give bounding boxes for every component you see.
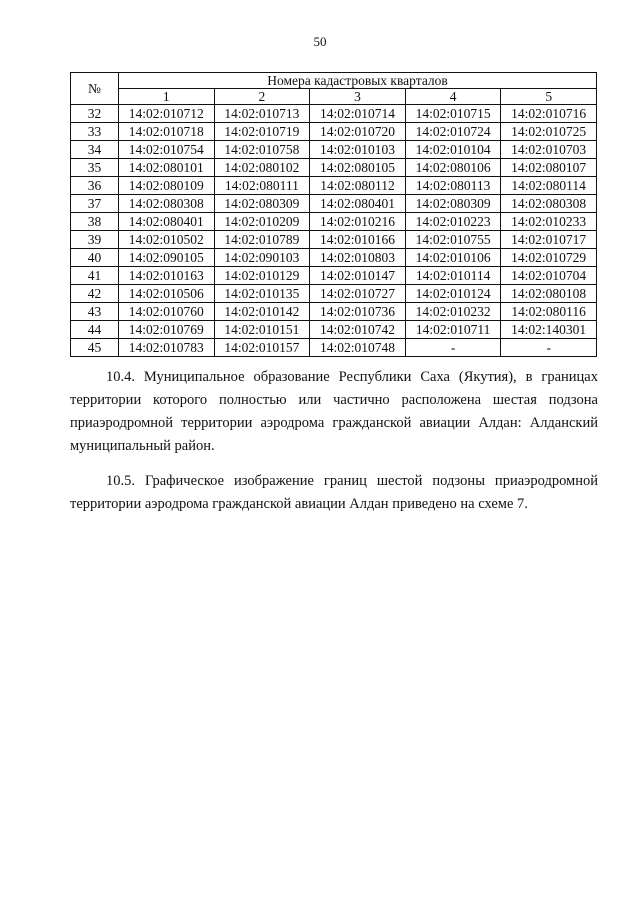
- cadastral-number-cell: 14:02:010725: [501, 123, 597, 141]
- cadastral-number-cell: 14:02:010760: [119, 303, 215, 321]
- row-number: 41: [71, 267, 119, 285]
- cadastral-number-cell: 14:02:010717: [501, 231, 597, 249]
- cadastral-number-cell: 14:02:080111: [214, 177, 310, 195]
- cadastral-number-cell: 14:02:010506: [119, 285, 215, 303]
- cadastral-number-cell: 14:02:080102: [214, 159, 310, 177]
- cadastral-number-cell: 14:02:080101: [119, 159, 215, 177]
- cadastral-number-cell: 14:02:010720: [310, 123, 406, 141]
- cadastral-number-cell: 14:02:080112: [310, 177, 406, 195]
- cadastral-number-cell: 14:02:010704: [501, 267, 597, 285]
- cadastral-number-cell: 14:02:010166: [310, 231, 406, 249]
- cadastral-number-cell: 14:02:080108: [501, 285, 597, 303]
- column-header-1: 1: [119, 89, 215, 105]
- table-row: [71, 105, 597, 123]
- cadastral-number-cell: 14:02:010742: [310, 321, 406, 339]
- cadastral-number-cell: 14:02:010114: [405, 267, 501, 285]
- cadastral-number-cell: 14:02:010209: [214, 213, 310, 231]
- row-number: 34: [71, 141, 119, 159]
- table-header-row: [71, 73, 597, 89]
- cadastral-number-cell: 14:02:080107: [501, 159, 597, 177]
- table-row: [71, 249, 597, 267]
- cadastral-number-cell: 14:02:080114: [501, 177, 597, 195]
- cadastral-number-cell: 14:02:140301: [501, 321, 597, 339]
- row-number: 40: [71, 249, 119, 267]
- table-row: [71, 321, 597, 339]
- cadastral-number-cell: 14:02:010232: [405, 303, 501, 321]
- row-number: 38: [71, 213, 119, 231]
- cadastral-number-cell: 14:02:010142: [214, 303, 310, 321]
- cadastral-number-cell: 14:02:010803: [310, 249, 406, 267]
- cadastral-number-cell: 14:02:080109: [119, 177, 215, 195]
- column-header-2: 2: [214, 89, 310, 105]
- cadastral-number-cell: 14:02:010716: [501, 105, 597, 123]
- cadastral-number-cell: 14:02:080401: [310, 195, 406, 213]
- cadastral-number-cell: 14:02:010151: [214, 321, 310, 339]
- table-body: [71, 105, 597, 357]
- column-header-5: 5: [501, 89, 597, 105]
- cadastral-number-cell: 14:02:010106: [405, 249, 501, 267]
- cadastral-number-cell: 14:02:010502: [119, 231, 215, 249]
- cadastral-number-cell: 14:02:080309: [214, 195, 310, 213]
- cadastral-table: [70, 72, 597, 357]
- cadastral-number-cell: 14:02:010755: [405, 231, 501, 249]
- row-number: 36: [71, 177, 119, 195]
- cadastral-number-cell: 14:02:010719: [214, 123, 310, 141]
- cadastral-number-cell: 14:02:010223: [405, 213, 501, 231]
- cadastral-number-cell: 14:02:010104: [405, 141, 501, 159]
- cadastral-number-cell: 14:02:010163: [119, 267, 215, 285]
- cadastral-number-cell: 14:02:010758: [214, 141, 310, 159]
- cadastral-number-cell: 14:02:010718: [119, 123, 215, 141]
- cadastral-number-cell: 14:02:010216: [310, 213, 406, 231]
- column-header-3: 3: [310, 89, 406, 105]
- cadastral-number-cell: 14:02:080401: [119, 213, 215, 231]
- table-row: [71, 285, 597, 303]
- row-number: 39: [71, 231, 119, 249]
- cadastral-number-cell: 14:02:010729: [501, 249, 597, 267]
- cadastral-number-cell: 14:02:090103: [214, 249, 310, 267]
- column-header-4: 4: [405, 89, 501, 105]
- row-number: 44: [71, 321, 119, 339]
- row-number: 43: [71, 303, 119, 321]
- cadastral-number-cell: 14:02:080116: [501, 303, 597, 321]
- cadastral-number-cell: 14:02:010129: [214, 267, 310, 285]
- paragraph-10-4: 10.4. Муниципальное образование Республики Саха (Якутия), в границах территории которого полностью или частично расположена шестая подзона приаэродромной территории аэродрома гражданской авиации Алдан: Алданский муниципальный район.: [70, 369, 598, 454]
- table-row: [71, 195, 597, 213]
- cadastral-number-cell: 14:02:010783: [119, 339, 215, 357]
- cadastral-number-cell: 14:02:010135: [214, 285, 310, 303]
- row-number: 42: [71, 285, 119, 303]
- cadastral-number-cell: 14:02:080105: [310, 159, 406, 177]
- table-row: [71, 159, 597, 177]
- cadastral-number-cell: 14:02:010233: [501, 213, 597, 231]
- body-text: [70, 366, 598, 528]
- table-row: [71, 177, 597, 195]
- cadastral-number-cell: 14:02:010103: [310, 141, 406, 159]
- cadastral-number-cell: 14:02:010157: [214, 339, 310, 357]
- cadastral-number-cell: -: [405, 339, 501, 357]
- cadastral-number-cell: 14:02:010748: [310, 339, 406, 357]
- cadastral-number-cell: -: [501, 339, 597, 357]
- cadastral-number-cell: 14:02:010769: [119, 321, 215, 339]
- cadastral-quarters-header: Номера кадастровых кварталов: [119, 73, 597, 89]
- cadastral-number-cell: 14:02:010754: [119, 141, 215, 159]
- table-row: [71, 231, 597, 249]
- cadastral-number-cell: 14:02:010147: [310, 267, 406, 285]
- row-number: 32: [71, 105, 119, 123]
- cadastral-number-cell: 14:02:010713: [214, 105, 310, 123]
- cadastral-number-cell: 14:02:080308: [501, 195, 597, 213]
- cadastral-number-cell: 14:02:010711: [405, 321, 501, 339]
- cadastral-number-cell: 14:02:090105: [119, 249, 215, 267]
- page-number: 50: [313, 34, 327, 49]
- table-row: [71, 303, 597, 321]
- table-row: [71, 339, 597, 357]
- cadastral-number-cell: 14:02:010714: [310, 105, 406, 123]
- table-header: [71, 73, 597, 105]
- cadastral-number-cell: 14:02:010712: [119, 105, 215, 123]
- cadastral-number-cell: 14:02:010727: [310, 285, 406, 303]
- cadastral-number-cell: 14:02:010736: [310, 303, 406, 321]
- paragraph-10-5: 10.5. Графическое изображение границ шестой подзоны приаэродромной территории аэродрома гражданской авиации Алдан приведено на схеме 7.: [70, 473, 598, 512]
- number-column-header: №: [71, 73, 119, 105]
- cadastral-number-cell: 14:02:010124: [405, 285, 501, 303]
- cadastral-number-cell: 14:02:010724: [405, 123, 501, 141]
- table-column-numbers-row: [71, 89, 597, 105]
- cadastral-number-cell: 14:02:080309: [405, 195, 501, 213]
- cadastral-number-cell: 14:02:080113: [405, 177, 501, 195]
- row-number: 37: [71, 195, 119, 213]
- row-number: 33: [71, 123, 119, 141]
- table-row: [71, 213, 597, 231]
- cadastral-number-cell: 14:02:010703: [501, 141, 597, 159]
- cadastral-number-cell: 14:02:080106: [405, 159, 501, 177]
- row-number: 35: [71, 159, 119, 177]
- table-row: [71, 267, 597, 285]
- cadastral-number-cell: 14:02:010715: [405, 105, 501, 123]
- table-row: [71, 123, 597, 141]
- table-row: [71, 141, 597, 159]
- cadastral-number-cell: 14:02:080308: [119, 195, 215, 213]
- cadastral-number-cell: 14:02:010789: [214, 231, 310, 249]
- row-number: 45: [71, 339, 119, 357]
